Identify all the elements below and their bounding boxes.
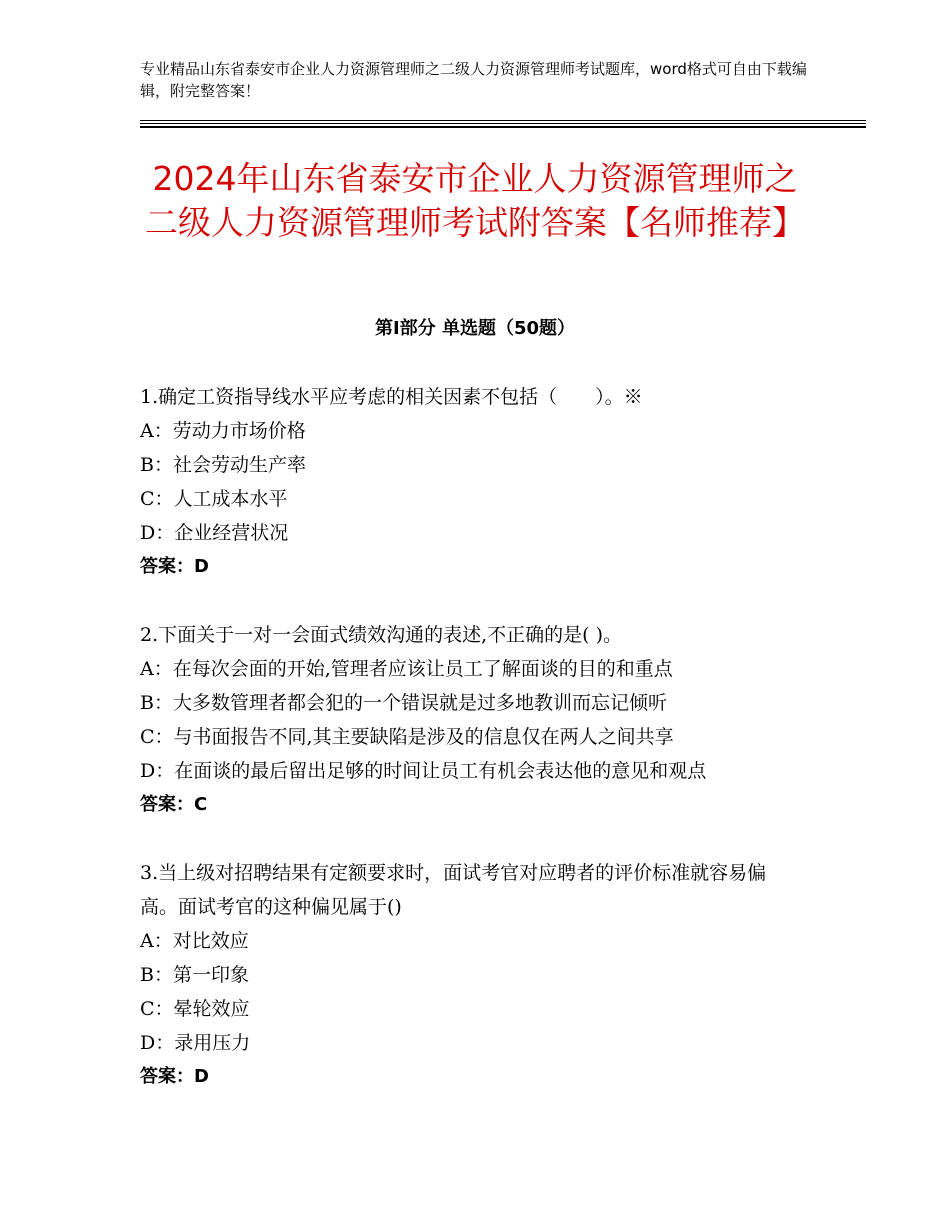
- answer-line: 答案：D: [140, 1066, 209, 1087]
- option-a: A：劳动力市场价格: [140, 420, 306, 442]
- question-stem: 2.下面关于一对一会面式绩效沟通的表述,不正确的是( )。: [140, 624, 623, 646]
- option-d: D：企业经营状况: [140, 522, 289, 544]
- option-c: C：与书面报告不同,其主要缺陷是涉及的信息仅在两人之间共享: [140, 726, 674, 748]
- section-title: 第Ⅰ部分 单选题（50题）: [374, 318, 575, 339]
- question-stem: 3.当上级对招聘结果有定额要求时，面试考官对应聘者的评价标准就容易偏高。面试考官的这种偏见属于(): [140, 862, 767, 918]
- question-3: [140, 856, 820, 1094]
- option-a: A：在每次会面的开始,管理者应该让员工了解面谈的目的和重点: [140, 658, 673, 680]
- answer-line: 答案：C: [140, 794, 208, 815]
- option-b: B：第一印象: [140, 964, 249, 986]
- header-rule-thick: [140, 126, 866, 128]
- document-title: 2024年山东省泰安市企业人力资源管理师之二级人力资源管理师考试附答案【名师推荐】: [145, 159, 805, 242]
- option-b: B：社会劳动生产率: [140, 454, 306, 476]
- header-rule-thin-top: [140, 120, 866, 121]
- option-a: A：对比效应: [140, 930, 249, 952]
- option-b: B：大多数管理者都会犯的一个错误就是过多地教训而忘记倾听: [140, 692, 667, 714]
- option-d: D：在面谈的最后留出足够的时间让员工有机会表达他的意见和观点: [140, 760, 707, 782]
- question-2: [140, 618, 820, 822]
- header-rule-thin-middle: [140, 123, 866, 124]
- option-d: D：录用压力: [140, 1032, 251, 1054]
- header-note: 专业精品山东省泰安市企业人力资源管理师之二级人力资源管理师考试题库，word格式可自由下载编辑，附完整答案！: [140, 60, 807, 100]
- option-c: C：人工成本水平: [140, 488, 288, 510]
- question-stem: 1.确定工资指导线水平应考虑的相关因素不包括（ ）。※: [140, 386, 643, 408]
- answer-line: 答案：D: [140, 556, 209, 577]
- question-1: [140, 380, 820, 584]
- option-c: C：晕轮效应: [140, 998, 250, 1020]
